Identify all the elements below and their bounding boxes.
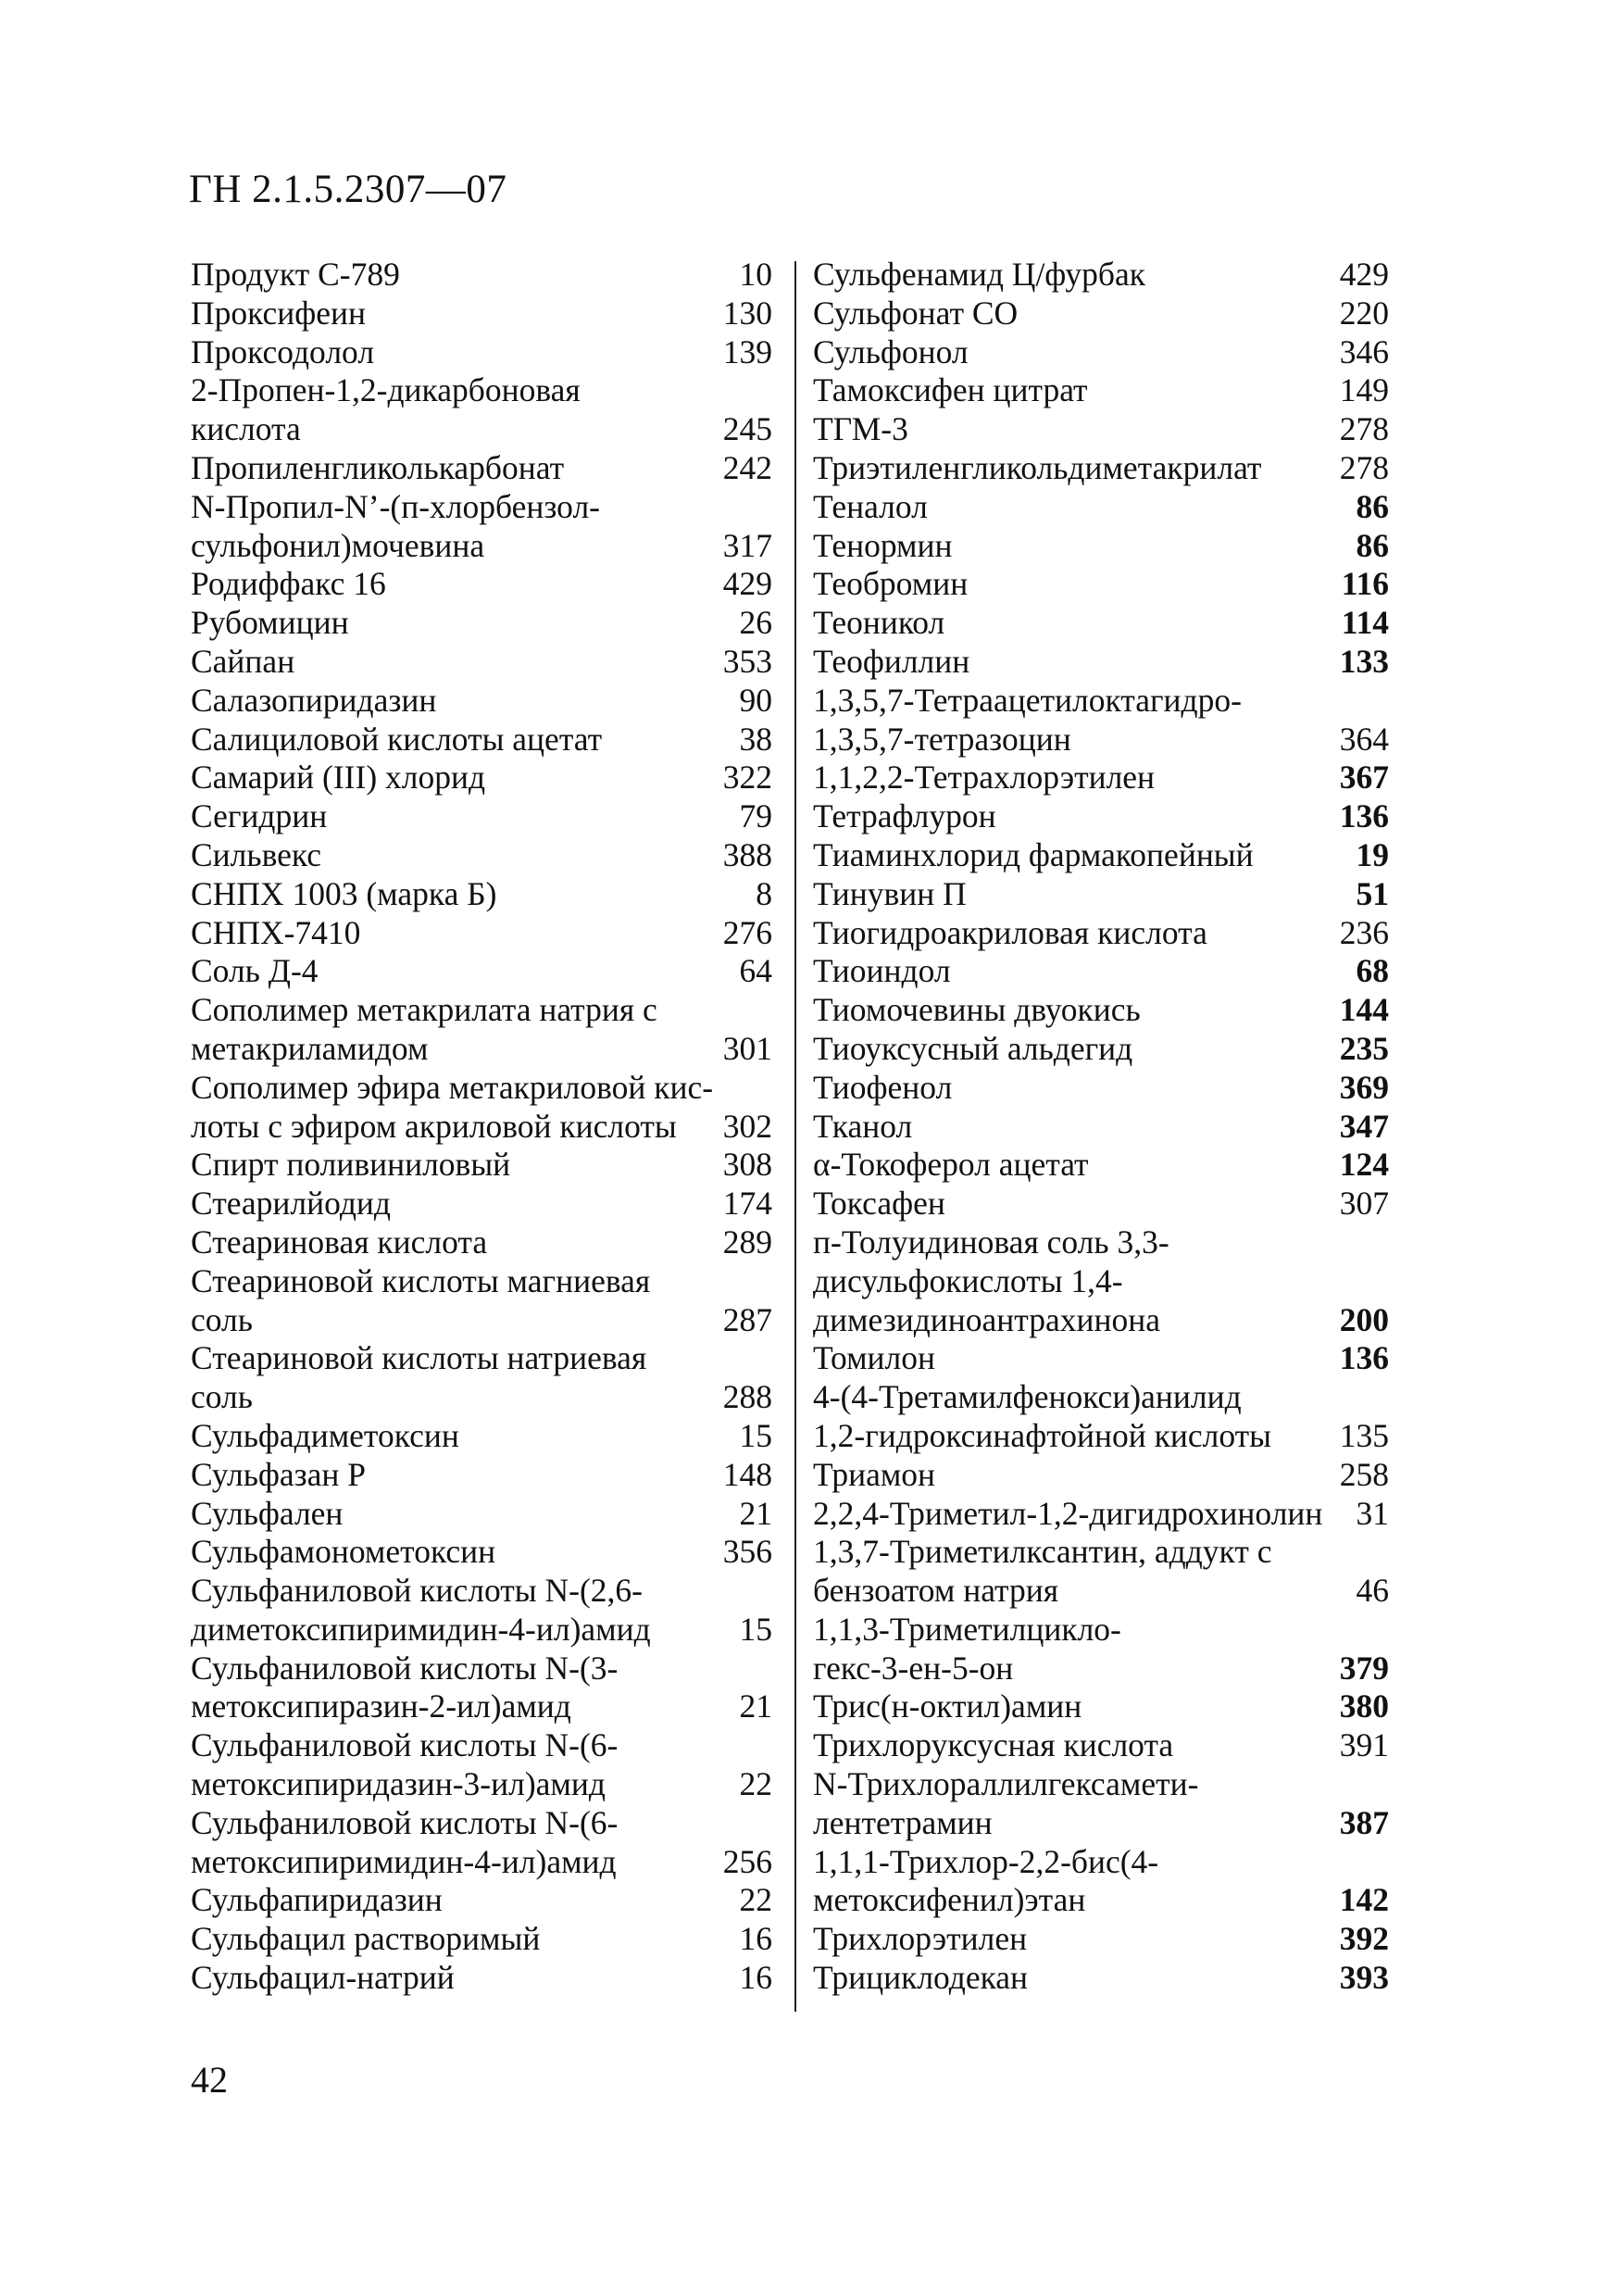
entry-term-line: соль	[191, 1300, 253, 1338]
index-entry	[813, 1069, 1389, 1108]
entry-page-number: 19	[1356, 835, 1389, 873]
entry-term-line: метоксипиразин-2-ил)амид	[191, 1687, 571, 1725]
entry-page-number: 136	[1339, 797, 1389, 835]
index-entry	[813, 991, 1389, 1030]
index-entry	[191, 1920, 772, 1959]
entry-term-line: Трихлоруксусная кислота	[813, 1726, 1174, 1764]
entry-term-line: Сульфапиридазин	[191, 1881, 443, 1919]
entry-term-line: Сульфенамид Ц/фурбак	[813, 256, 1145, 293]
entry-term-line: 2,2,4-Триметил-1,2-дигидрохинолин	[813, 1494, 1323, 1532]
entry-term-line: Стеарилйодид	[191, 1185, 391, 1223]
index-entry	[813, 682, 1389, 759]
index-entry	[813, 1726, 1389, 1765]
entry-term-line: Сульфацил-натрий	[191, 1959, 455, 1997]
entry-page-number: 90	[739, 681, 772, 719]
index-entry	[191, 1146, 772, 1185]
entry-page-number: 356	[722, 1533, 772, 1571]
entry-term-line: Теобромин	[813, 565, 969, 603]
index-entry	[813, 1920, 1389, 1959]
index-entry	[813, 1765, 1389, 1843]
entry-term-line: димезидиноантрахинона	[813, 1300, 1161, 1338]
entry-term-line: Токсафен	[813, 1185, 945, 1223]
entry-term-line: Салазопиридазин	[191, 681, 437, 719]
entry-term-line: 1,1,3-Триметилцикло-	[813, 1610, 1121, 1648]
index-entry	[191, 721, 772, 759]
entry-term-line: 1,2-гидроксинафтойной кислоты	[813, 1416, 1271, 1454]
entry-page-number: 369	[1339, 1068, 1389, 1106]
entry-page-number: 302	[722, 1107, 772, 1145]
index-entry	[191, 371, 772, 449]
entry-page-number: 200	[1339, 1300, 1389, 1338]
entry-term-line: Тиоиндол	[813, 952, 951, 990]
entry-page-number: 22	[739, 1765, 772, 1803]
index-entry	[191, 1069, 772, 1147]
entry-term-line: Сильвекс	[191, 835, 322, 873]
entry-page-number: 86	[1356, 526, 1389, 564]
entry-term-line: Пропиленгликолькарбонат	[191, 448, 565, 486]
entry-page-number: 317	[722, 526, 772, 564]
index-entry	[813, 759, 1389, 797]
entry-term-line: Сульфамонометоксин	[191, 1533, 496, 1571]
index-entry	[813, 1223, 1389, 1339]
index-entry	[813, 449, 1389, 488]
entry-page-number: 26	[739, 604, 772, 642]
entry-term-line: 1,3,7-Триметилксантин, аддукт с	[813, 1533, 1272, 1571]
entry-page-number: 258	[1339, 1455, 1389, 1493]
entry-page-number: 22	[739, 1881, 772, 1919]
index-entry	[813, 836, 1389, 875]
index-entry	[191, 797, 772, 836]
index-entry	[191, 1417, 772, 1456]
page-number: 42	[191, 2059, 228, 2101]
entry-term-line: Самарий (III) хлорид	[191, 759, 486, 797]
entry-term-line: Тенормин	[813, 526, 953, 564]
index-entry	[191, 991, 772, 1069]
entry-term-line: Тканол	[813, 1107, 913, 1145]
index-entry	[191, 1495, 772, 1534]
index-entry	[191, 1881, 772, 1920]
index-entry	[813, 410, 1389, 449]
entry-term-line: Сегидрин	[191, 797, 328, 835]
index-entry	[813, 604, 1389, 643]
entry-term-line: Салициловой кислоты ацетат	[191, 720, 603, 758]
index-entry	[813, 1687, 1389, 1726]
entry-page-number: 347	[1339, 1107, 1389, 1145]
index-entry	[191, 1726, 772, 1804]
entry-page-number: 379	[1339, 1649, 1389, 1687]
entry-page-number: 114	[1341, 604, 1389, 642]
entry-page-number: 278	[1339, 410, 1389, 448]
entry-term-line: Тиоуксусный альдегид	[813, 1029, 1133, 1067]
entry-page-number: 392	[1339, 1920, 1389, 1958]
index-entry	[191, 488, 772, 566]
entry-term-line: Теоникол	[813, 604, 945, 642]
entry-term-line: Трициклодекан	[813, 1959, 1029, 1997]
index-entry	[813, 643, 1389, 682]
entry-term-line: СНПХ-7410	[191, 913, 361, 951]
entry-page-number: 16	[739, 1959, 772, 1997]
entry-term-line: Тинувин П	[813, 874, 967, 912]
entry-term-line: Спирт поливиниловый	[191, 1146, 511, 1184]
entry-term-line: α-Токоферол ацетат	[813, 1146, 1089, 1184]
entry-term-line: Триамон	[813, 1455, 936, 1493]
index-entry	[191, 295, 772, 333]
entry-term-line: Триэтиленгликольдиметакрилат	[813, 448, 1262, 486]
entry-page-number: 130	[722, 294, 772, 332]
entry-page-number: 139	[722, 332, 772, 370]
entry-page-number: 144	[1339, 991, 1389, 1029]
entry-term-line: Тиофенол	[813, 1068, 953, 1106]
entry-page-number: 289	[722, 1223, 772, 1261]
entry-term-line: 1,3,5,7-Тетраацетилоктагидро-	[813, 681, 1242, 719]
entry-term-line: лоты с эфиром акриловой кислоты	[191, 1107, 677, 1145]
entry-page-number: 322	[722, 759, 772, 797]
entry-term-line: соль	[191, 1378, 253, 1416]
index-entry	[191, 1533, 772, 1572]
index-entry	[813, 527, 1389, 566]
index-entry	[813, 1843, 1389, 1921]
entry-page-number: 133	[1339, 642, 1389, 680]
index-entry	[191, 1804, 772, 1882]
index-entry	[813, 1339, 1389, 1378]
index-entry	[191, 1339, 772, 1417]
entry-page-number: 142	[1339, 1881, 1389, 1919]
index-entry	[813, 333, 1389, 372]
entry-page-number: 15	[739, 1416, 772, 1454]
index-entry	[813, 1456, 1389, 1495]
index-entry	[813, 1611, 1389, 1688]
entry-term-line: 2-Пропен-1,2-дикарбоновая	[191, 371, 581, 409]
entry-term-line: Сульфаниловой кислоты N-(2,6-	[191, 1572, 643, 1610]
entry-term-line: Сульфонол	[813, 332, 969, 370]
entry-term-line: Тиаминхлорид фармакопейный	[813, 835, 1254, 873]
entry-term-line: Теналол	[813, 487, 928, 525]
entry-term-line: лентетрамин	[813, 1803, 993, 1841]
index-entry	[191, 1650, 772, 1727]
entry-page-number: 278	[1339, 448, 1389, 486]
index-entry	[813, 295, 1389, 333]
index-entry	[191, 1456, 772, 1495]
index-entry	[191, 333, 772, 372]
entry-page-number: 51	[1356, 874, 1389, 912]
entry-term-line: 4-(4-Третамилфенокси)анилид	[813, 1378, 1242, 1416]
entry-term-line: ТГМ-3	[813, 410, 908, 448]
entry-page-number: 367	[1339, 759, 1389, 797]
index-entry	[191, 565, 772, 604]
entry-page-number: 393	[1339, 1959, 1389, 1997]
entry-term-line: Сополимер метакрилата натрия с	[191, 991, 657, 1029]
entry-term-line: Сульфонат СО	[813, 294, 1019, 332]
entry-term-line: Сульфацил растворимый	[191, 1920, 541, 1958]
entry-term-line: Родиффакс 16	[191, 565, 386, 603]
index-entry	[191, 836, 772, 875]
entry-page-number: 174	[722, 1185, 772, 1223]
index-column-right	[813, 256, 1389, 1998]
entry-term-line: Сульфален	[191, 1494, 344, 1532]
index-entry	[813, 1185, 1389, 1223]
entry-term-line: кислота	[191, 410, 301, 448]
entry-term-line: Проксодолол	[191, 332, 375, 370]
entry-page-number: 346	[1339, 332, 1389, 370]
index-entry	[813, 1959, 1389, 1998]
index-entry	[813, 797, 1389, 836]
entry-page-number: 116	[1341, 565, 1389, 603]
entry-term-line: Стеариновая кислота	[191, 1223, 488, 1261]
entry-term-line: гекс-3-ен-5-он	[813, 1649, 1014, 1687]
document-code-header: ГН 2.1.5.2307—07	[189, 168, 507, 211]
entry-term-line: метоксипиримидин-4-ил)амид	[191, 1842, 617, 1880]
entry-page-number: 68	[1356, 952, 1389, 990]
entry-page-number: 149	[1339, 371, 1389, 409]
index-entry	[191, 604, 772, 643]
index-entry	[191, 759, 772, 797]
entry-term-line: метоксифенил)этан	[813, 1881, 1086, 1919]
entry-term-line: Сульфазан Р	[191, 1455, 367, 1493]
entry-page-number: 429	[722, 565, 772, 603]
index-entry	[813, 256, 1389, 295]
index-entry	[813, 1146, 1389, 1185]
entry-page-number: 21	[739, 1494, 772, 1532]
index-entry	[813, 1030, 1389, 1069]
entry-page-number: 301	[722, 1029, 772, 1067]
entry-page-number: 242	[722, 448, 772, 486]
entry-term-line: 1,1,2,2-Тетрахлорэтилен	[813, 759, 1156, 797]
entry-term-line: Тиогидроакриловая кислота	[813, 913, 1207, 951]
entry-page-number: 429	[1339, 256, 1389, 293]
entry-term-line: 1,1,1-Трихлор-2,2-бис(4-	[813, 1842, 1159, 1880]
index-entry	[813, 371, 1389, 410]
entry-page-number: 86	[1356, 487, 1389, 525]
entry-page-number: 38	[739, 720, 772, 758]
entry-page-number: 288	[722, 1378, 772, 1416]
index-entry	[813, 875, 1389, 914]
entry-term-line: Продукт С-789	[191, 256, 400, 293]
entry-term-line: Трис(н-октил)амин	[813, 1687, 1082, 1725]
entry-page-number: 124	[1339, 1146, 1389, 1184]
entry-term-line: N-Пропил-N’-(п-хлорбензол-	[191, 487, 600, 525]
column-divider	[794, 261, 796, 2012]
index-entry	[813, 488, 1389, 527]
index-entry	[191, 682, 772, 721]
entry-page-number: 46	[1356, 1572, 1389, 1610]
entry-page-number: 235	[1339, 1029, 1389, 1067]
entry-page-number: 79	[739, 797, 772, 835]
entry-term-line: сульфонил)мочевина	[191, 526, 485, 564]
entry-page-number: 148	[722, 1455, 772, 1493]
entry-term-line: Томилон	[813, 1339, 936, 1377]
entry-term-line: N-Трихлораллилгексамети-	[813, 1765, 1199, 1803]
entry-page-number: 287	[722, 1300, 772, 1338]
index-entry	[813, 1533, 1389, 1611]
entry-term-line: Проксифеин	[191, 294, 367, 332]
entry-term-line: Сульфаниловой кислоты N-(6-	[191, 1803, 619, 1841]
entry-term-line: 1,3,5,7-тетразоцин	[813, 720, 1071, 758]
entry-term-line: Трихлорэтилен	[813, 1920, 1028, 1958]
entry-page-number: 136	[1339, 1339, 1389, 1377]
entry-page-number: 8	[756, 874, 772, 912]
index-entry	[813, 1108, 1389, 1147]
index-entry	[813, 1495, 1389, 1534]
entry-page-number: 387	[1339, 1803, 1389, 1841]
index-entry	[813, 952, 1389, 991]
index-entry	[191, 875, 772, 914]
entry-page-number: 16	[739, 1920, 772, 1958]
entry-term-line: Сайпан	[191, 642, 295, 680]
entry-page-number: 391	[1339, 1726, 1389, 1764]
entry-page-number: 256	[722, 1842, 772, 1880]
entry-term-line: Тамоксифен цитрат	[813, 371, 1088, 409]
index-entry	[813, 565, 1389, 604]
entry-term-line: Стеариновой кислоты магниевая	[191, 1261, 651, 1299]
entry-page-number: 353	[722, 642, 772, 680]
entry-page-number: 220	[1339, 294, 1389, 332]
index-entry	[191, 1959, 772, 1998]
entry-term-line: Стеариновой кислоты натриевая	[191, 1339, 647, 1377]
entry-term-line: Сульфаниловой кислоты N-(3-	[191, 1649, 619, 1687]
index-entry	[813, 1378, 1389, 1456]
entry-term-line: бензоатом натрия	[813, 1572, 1059, 1610]
entry-term-line: Рубомицин	[191, 604, 349, 642]
entry-term-line: Теофиллин	[813, 642, 970, 680]
index-entry	[191, 643, 772, 682]
index-entry	[191, 914, 772, 953]
entry-term-line: Сульфадиметоксин	[191, 1416, 459, 1454]
entry-page-number: 388	[722, 835, 772, 873]
entry-term-line: дисульфокислоты 1,4-	[813, 1261, 1123, 1299]
entry-term-line: метакриламидом	[191, 1029, 429, 1067]
entry-term-line: п-Толуидиновая соль 3,3-	[813, 1223, 1169, 1261]
entry-term-line: СНПХ 1003 (марка Б)	[191, 874, 497, 912]
entry-page-number: 15	[739, 1610, 772, 1648]
index-entry	[191, 952, 772, 991]
entry-page-number: 21	[739, 1687, 772, 1725]
index-entry	[191, 1185, 772, 1223]
entry-page-number: 364	[1339, 720, 1389, 758]
index-column-left	[191, 256, 772, 1998]
entry-page-number: 236	[1339, 913, 1389, 951]
entry-page-number: 307	[1339, 1185, 1389, 1223]
entry-page-number: 276	[722, 913, 772, 951]
entry-term-line: Сополимер эфира метакриловой кис-	[191, 1068, 714, 1106]
index-entry	[191, 449, 772, 488]
index-entry	[191, 1223, 772, 1262]
entry-page-number: 380	[1339, 1687, 1389, 1725]
entry-page-number: 135	[1339, 1416, 1389, 1454]
entry-term-line: Сульфаниловой кислоты N-(6-	[191, 1726, 619, 1764]
entry-page-number: 308	[722, 1146, 772, 1184]
entry-term-line: Соль Д-4	[191, 952, 319, 990]
index-entry	[191, 1572, 772, 1650]
entry-term-line: диметоксипиримидин-4-ил)амид	[191, 1610, 651, 1648]
entry-page-number: 64	[739, 952, 772, 990]
entry-page-number: 10	[739, 256, 772, 293]
index-entry	[191, 1262, 772, 1340]
index-entry	[813, 914, 1389, 953]
entry-term-line: Тетрафлурон	[813, 797, 996, 835]
entry-page-number: 245	[722, 410, 772, 448]
index-entry	[191, 256, 772, 295]
entry-term-line: Тиомочевины двуокись	[813, 991, 1141, 1029]
entry-page-number: 31	[1356, 1494, 1389, 1532]
entry-term-line: метоксипиридазин-3-ил)амид	[191, 1765, 606, 1803]
